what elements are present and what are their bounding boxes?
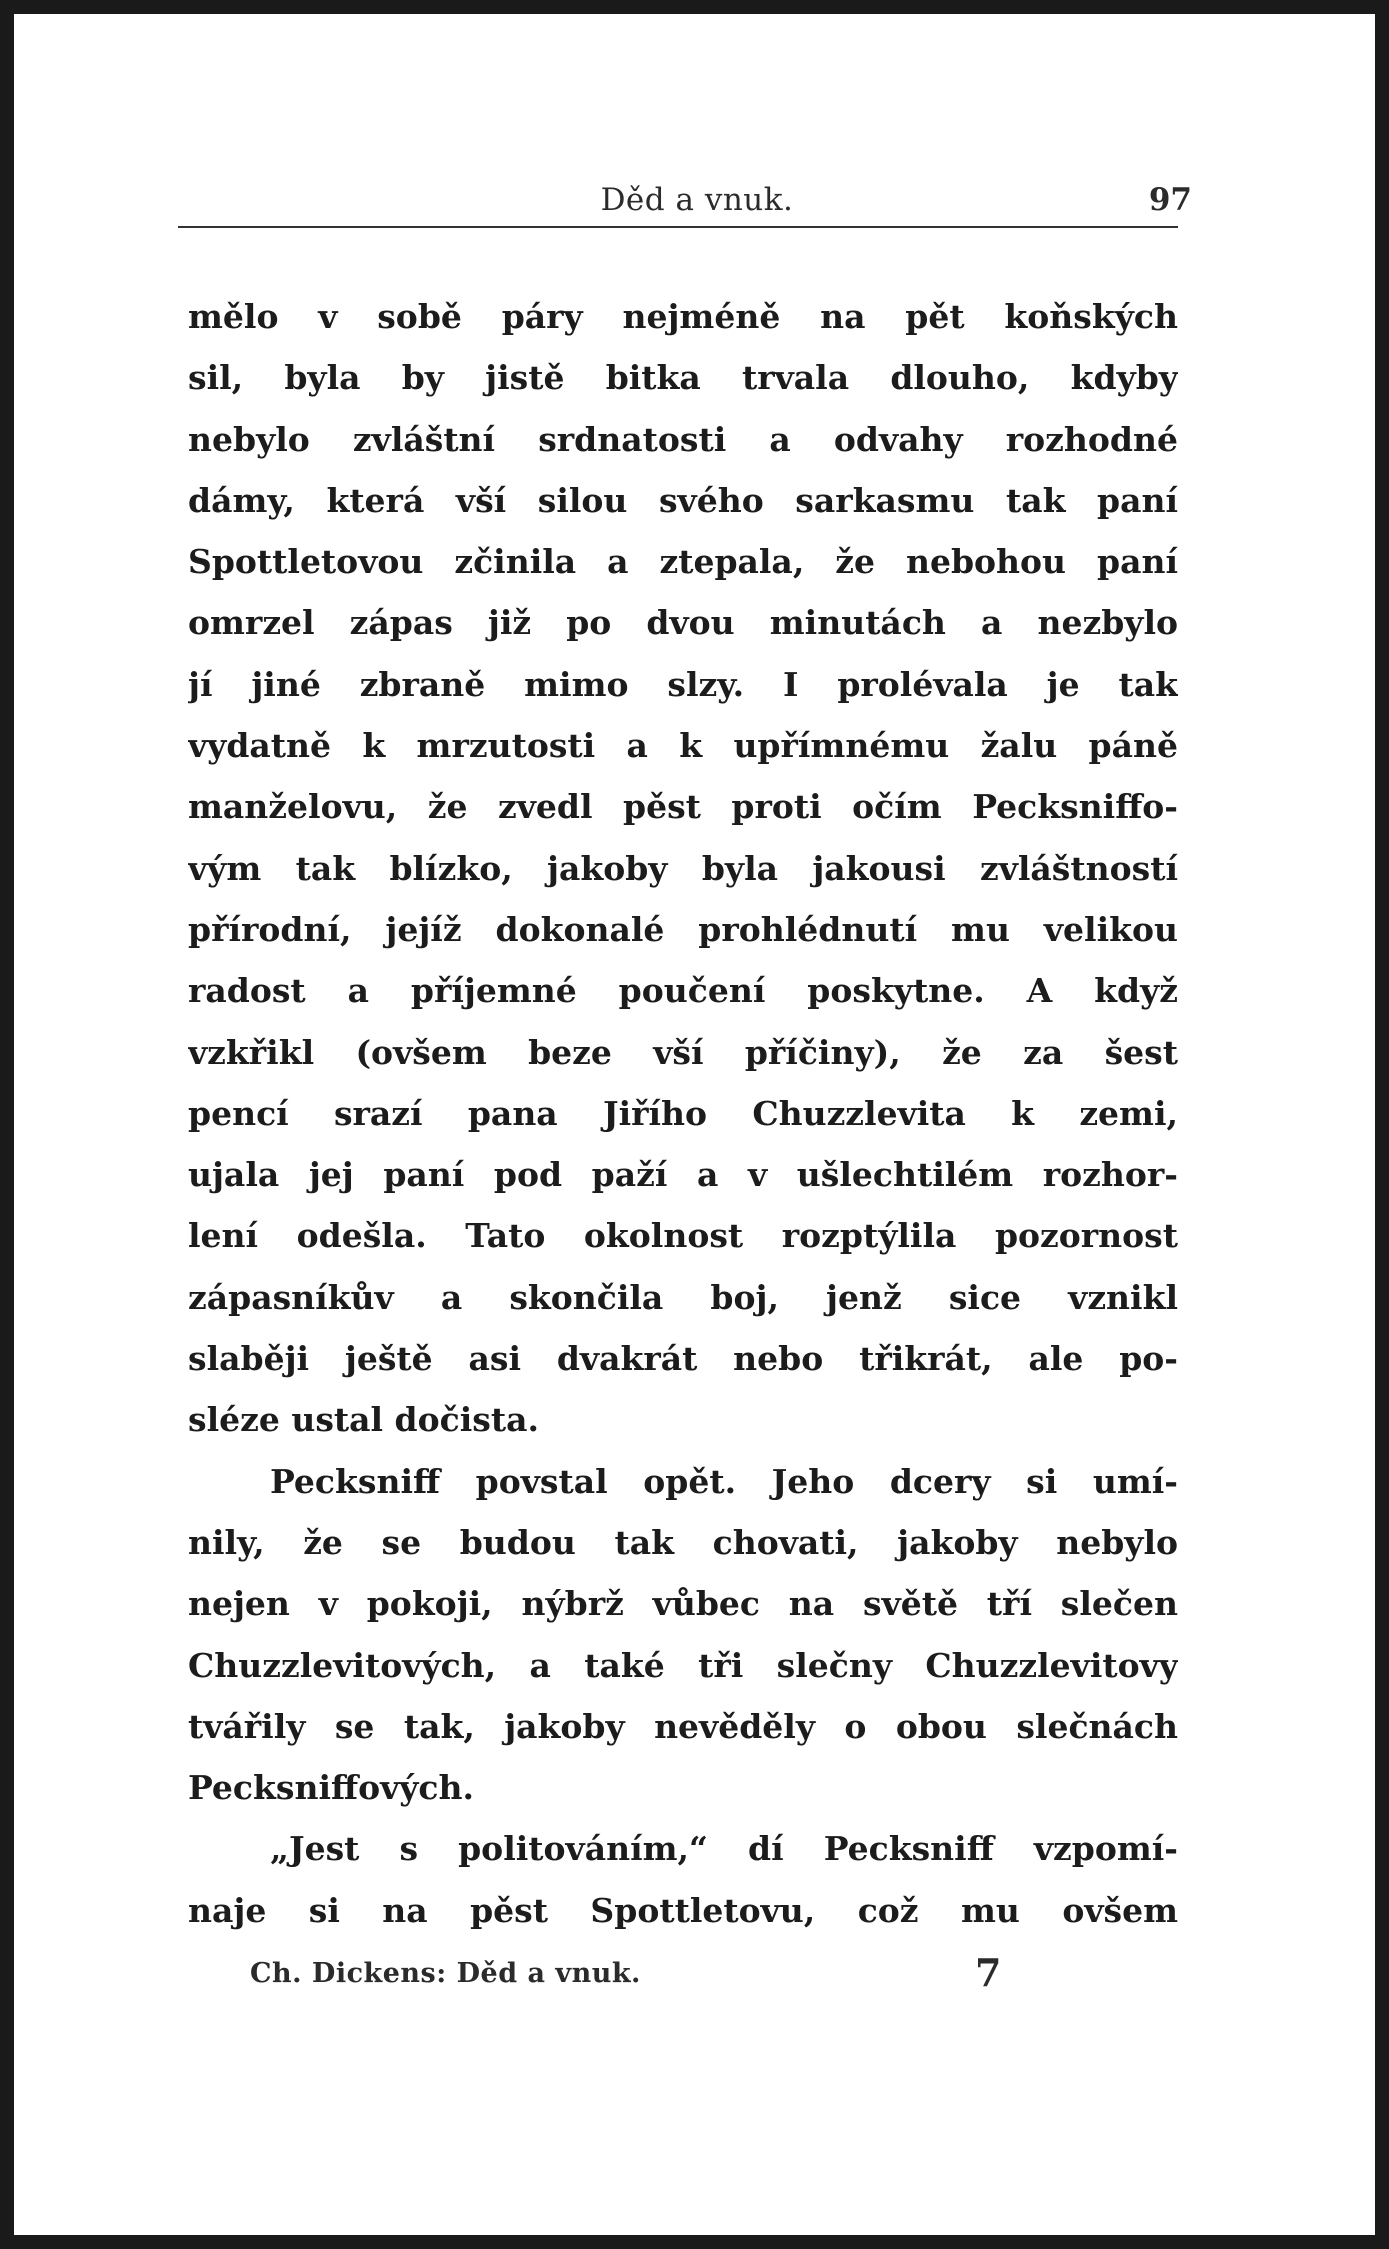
text-line: nebylo zvláštní srdnatosti a odvahy rozhodné bbox=[188, 419, 1178, 459]
text-line: sil, byla by jistě bitka trvala dlouho, kdyby bbox=[188, 358, 1178, 398]
text-line: slaběji ještě asi dvakrát nebo třikrát, ale po- bbox=[188, 1339, 1178, 1379]
text-line: Spottletovou zčinila a ztepala, že nebohou paní bbox=[188, 542, 1178, 582]
page-number: 97 bbox=[1148, 182, 1192, 218]
text-line: jí jiné zbraně mimo slzy. I prolévala je tak bbox=[188, 664, 1178, 704]
text-line: omrzel zápas již po dvou minutách a nezbylo bbox=[188, 603, 1178, 643]
text-line: Pecksniff povstal opět. Jeho dcery si umí- bbox=[270, 1461, 1178, 1501]
text-line: nily, že se budou tak chovati, jakoby nebylo bbox=[188, 1522, 1178, 1562]
text-line: manželovu, že zvedl pěst proti očím Pecksniffo- bbox=[188, 787, 1178, 827]
text-line: tvářily se tak, jakoby nevěděly o obou slečnách bbox=[188, 1706, 1178, 1746]
sheet-number: 7 bbox=[975, 1950, 1002, 1995]
text-line: Pecksniffových. bbox=[188, 1768, 475, 1808]
text-line: pencí srazí pana Jiřího Chuzzlevita k zemi, bbox=[188, 1093, 1178, 1133]
header-rule bbox=[178, 226, 1178, 228]
text-line: nejen v pokoji, nýbrž vůbec na světě tří slečen bbox=[188, 1584, 1178, 1624]
text-line: vým tak blízko, jakoby byla jakousi zvláštností bbox=[188, 848, 1178, 888]
text-line: zápasníkův a skončila boj, jenž sice vznikl bbox=[188, 1277, 1178, 1317]
text-line: „Jest s politováním,“ dí Pecksniff vzpomí- bbox=[270, 1829, 1178, 1869]
text-line: mělo v sobě páry nejméně na pět koňských bbox=[188, 297, 1178, 336]
running-head bbox=[202, 182, 1192, 232]
text-line: sléze ustal dočista. bbox=[188, 1400, 539, 1440]
text-line: Chuzzlevitových, a také tři slečny Chuzzlevitovy bbox=[188, 1645, 1178, 1685]
footer-signature: Ch. Dickens: Děd a vnuk. bbox=[250, 1958, 641, 1989]
page-footer bbox=[250, 1950, 1010, 1996]
text-line: vydatně k mrzutosti a k upřímnému žalu páně bbox=[188, 726, 1178, 766]
text-line: přírodní, jejíž dokonalé prohlédnutí mu velikou bbox=[188, 909, 1178, 949]
text-line: vzkřikl (ovšem beze vší příčiny), že za šest bbox=[188, 1032, 1178, 1072]
text-line: lení odešla. Tato okolnost rozptýlila pozornost bbox=[188, 1216, 1178, 1256]
running-head-title: Děd a vnuk. bbox=[600, 182, 794, 218]
body-text bbox=[188, 286, 1178, 1941]
text-line: naje si na pěst Spottletovu, což mu ovšem bbox=[188, 1890, 1178, 1930]
text-line: ujala jej paní pod paží a v ušlechtilém rozhor- bbox=[188, 1155, 1178, 1195]
text-line: dámy, která vší silou svého sarkasmu tak paní bbox=[188, 480, 1178, 520]
text-line: radost a příjemné poučení poskytne. A když bbox=[188, 971, 1178, 1011]
